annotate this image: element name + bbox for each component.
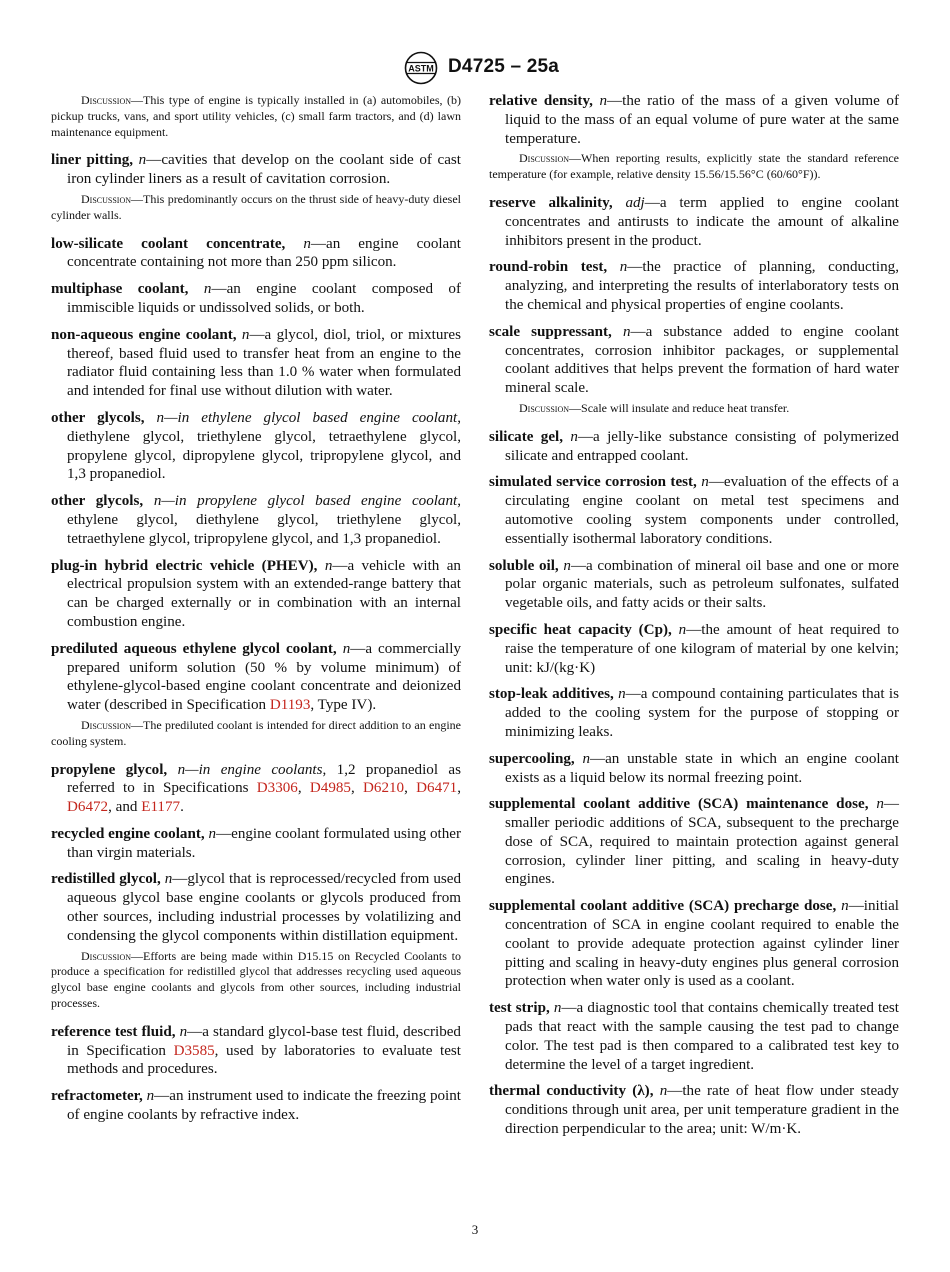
- definition-entry: [51, 557, 461, 632]
- term: multiphase coolant,: [51, 281, 189, 298]
- definition-text: —engine coolant formulated using other than virgin materials.: [67, 825, 461, 861]
- definition-entry: [51, 1087, 461, 1125]
- definition-text: , 1,2 propanediol as referred to in Specifications: [67, 761, 461, 797]
- discussion-label: Discussion: [81, 948, 132, 963]
- term: prediluted aqueous ethylene glycol coolant,: [51, 640, 337, 657]
- term: simulated service corrosion test,: [489, 474, 697, 491]
- term: reference test fluid,: [51, 1023, 176, 1040]
- discussion-label: Discussion: [519, 151, 570, 166]
- term: reserve alkalinity,: [489, 194, 613, 211]
- standard-number: D4725 – 25a: [448, 56, 560, 77]
- part-of-speech: n: [342, 640, 351, 657]
- discussion-text: —This predominantly occurs on the thrust side of heavy-duty diesel cylinder walls.: [51, 191, 461, 222]
- definition-text: —the practice of planning, conducting, analyzing, and interpreting the results of interlaboratory tests on the chemical and physical properties of engine coolants.: [505, 259, 899, 313]
- definition-text: —a jelly-like substance consisting of polymerized silicate and entrapped coolant.: [505, 428, 899, 464]
- definition-text: .: [180, 799, 184, 816]
- part-of-speech: n: [241, 326, 250, 343]
- discussion-label: Discussion: [81, 191, 132, 206]
- part-of-speech: n: [582, 750, 590, 767]
- logo-text: ASTM: [408, 63, 434, 74]
- definition-entry: [489, 428, 899, 466]
- standard-reference-link[interactable]: D3585: [173, 1042, 215, 1059]
- definition-entry: [51, 1023, 461, 1079]
- definition-entry: [489, 473, 899, 548]
- discussion-text: —This type of engine is typically installed in (a) automobiles, (b) pickup trucks, vans, and sport utility vehicles, (c) small farm tractors, and (d) lawn maintenance equipment.: [51, 93, 461, 139]
- definition-text: —an engine coolant concentrate containing not more than 250 ppm silicon.: [67, 235, 461, 271]
- part-of-speech: n: [622, 323, 631, 340]
- term: silicate gel,: [489, 428, 564, 445]
- definition-text: —a diagnostic tool that contains chemically treated test pads that react with the sample causing the test pad to change color. The test pad is then compared to a calibrated test key to determine the level of a target ingredient.: [505, 1000, 899, 1073]
- definition-entry: [51, 492, 461, 548]
- definition-text: , Type IV).: [310, 697, 377, 714]
- discussion-text: —When reporting results, explicitly state the standard reference temperature (for example, relative density 15.56/15.56°C (60/60°F)).: [489, 151, 899, 182]
- discussion-note: [51, 192, 461, 224]
- term: round-robin test,: [489, 259, 608, 276]
- discussion-label: Discussion: [519, 400, 570, 415]
- definition-text: , used by laboratories to evaluate test methods and procedures.: [67, 1042, 462, 1078]
- astm-logo-icon: [402, 50, 440, 86]
- definition-text: —the amount of heat required to raise the temperature of one kilogram of material by one kelvin; unit: kJ/(kg·K): [505, 621, 899, 676]
- reference-separator: ,: [297, 780, 310, 797]
- reference-conjunction: and: [115, 799, 142, 816]
- part-of-speech: n: [701, 474, 709, 491]
- definition-entry: [489, 897, 899, 991]
- definition-entry: [489, 323, 899, 398]
- part-of-speech: n: [678, 621, 687, 638]
- part-of-speech: n: [841, 898, 849, 915]
- term: supplemental coolant additive (SCA) precharge dose,: [489, 898, 837, 915]
- standard-reference-link[interactable]: D3306: [256, 780, 298, 797]
- discussion-note: [51, 718, 461, 750]
- part-of-speech: n: [138, 152, 147, 169]
- definition-text: —a substance added to engine coolant concentrates, corrosion inhibitor packages, or supplemental coolant additives that helps prevent the formation of hard water mineral scale.: [505, 323, 899, 397]
- discussion-note: [489, 401, 899, 417]
- definition-entry: [489, 685, 899, 741]
- reference-separator: ,: [457, 780, 462, 797]
- term: recycled engine coolant,: [51, 825, 205, 842]
- reference-separator: ,: [108, 799, 116, 816]
- part-of-speech: n: [164, 871, 173, 888]
- part-of-speech: n: [876, 796, 884, 813]
- definition-entry: [489, 557, 899, 613]
- part-of-speech: n: [156, 409, 165, 426]
- term: low-silicate coolant concentrate,: [51, 235, 286, 252]
- term: other glycols,: [51, 493, 144, 510]
- definition-text: —cavities that develop on the coolant side of cast iron cylinder liners as a result of cavitation corrosion.: [67, 152, 461, 188]
- term: relative density,: [489, 93, 593, 109]
- part-of-speech: n: [659, 1083, 668, 1100]
- definition-text: —a glycol, diol, triol, or mixtures thereof, based fluid used to transfer heat from an engine to the radiator fluid containing less than 1.0 % water when formulated and intended for final use without dilution with water.: [67, 326, 461, 400]
- definition-text: —an unstable state in which an engine coolant exists as a liquid below its normal freezing point.: [505, 750, 899, 786]
- standard-reference-link[interactable]: D6472: [67, 799, 109, 816]
- usage-qualifier: —in ethylene glycol based engine coolant: [164, 409, 458, 426]
- definition-entry: [51, 640, 461, 715]
- definition-entry: [489, 258, 899, 314]
- discussion-text: —The prediluted coolant is intended for direct addition to an engine cooling system.: [51, 717, 461, 748]
- term: test strip,: [489, 1000, 550, 1017]
- definition-text: —initial concentration of SCA in engine coolant required to enable the coolant to provide adequate protection against cylinder liner pitting and scaling in heavy-duty engines plus general corrosion protection when water only is used as a coolant.: [505, 898, 899, 990]
- term: plug-in hybrid electric vehicle (PHEV),: [51, 557, 318, 574]
- discussion-note: [51, 949, 461, 1012]
- standard-reference-link[interactable]: D1193: [269, 697, 311, 714]
- definition-text: —smaller periodic additions of SCA, subsequent to the precharge dose of SCA, required to maintain protection against general corrosion, cylinder liner pitting, and scaling in heavy-duty engines.: [505, 796, 899, 888]
- definition-text: —the rate of heat flow under steady conditions through unit area, per unit temperature gradient in the direction perpendicular to the area; unit: W/m·K.: [505, 1083, 899, 1138]
- part-of-speech: n: [153, 493, 162, 510]
- definition-text: —a term applied to engine coolant concentrates and antirusts to indicate the amount of alkaline inhibitors present in the product.: [505, 194, 900, 249]
- part-of-speech: n: [324, 557, 333, 574]
- definition-text: —a combination of mineral oil base and one or more polar organic materials, such as petroleum sulfonates, sulfated vegetable oils, and fatty acids or their salts.: [505, 557, 900, 612]
- part-of-speech: n: [146, 1088, 155, 1105]
- discussion-text: —Scale will insulate and reduce heat transfer.: [569, 400, 790, 415]
- standard-reference-link[interactable]: D6210: [363, 780, 405, 797]
- definition-entry: [489, 750, 899, 788]
- standard-reference-link[interactable]: D4985: [309, 780, 351, 797]
- definition-text: —an engine coolant composed of immiscible liquids or undissolved solids, or both.: [67, 281, 462, 316]
- part-of-speech: n: [179, 1023, 188, 1040]
- part-of-speech: n: [599, 93, 608, 109]
- part-of-speech: n: [618, 686, 626, 703]
- definition-text: , ethylene glycol, diethylene glycol, triethylene glycol, tetraethylene glycol, tripropylene glycol, and 1,3 propanediol.: [67, 493, 462, 547]
- definition-entry: [51, 326, 461, 401]
- usage-qualifier: —in engine coolants: [185, 761, 323, 778]
- definition-entry: [51, 761, 461, 817]
- definition-entry: [51, 151, 461, 189]
- term: redistilled glycol,: [51, 871, 161, 888]
- definition-entry: [51, 870, 461, 945]
- standard-reference-link[interactable]: D6471: [416, 780, 458, 797]
- reference-separator: ,: [404, 780, 417, 797]
- part-of-speech: n: [563, 557, 571, 574]
- definition-text: —a commercially prepared uniform solution (50 % by volume minimum) of ethylene-glycol-based engine coolant concentrate and deionized water (described in Specification: [67, 640, 461, 714]
- definition-text: —glycol that is reprocessed/recycled from used aqueous glycol base engine coolants or glycols produced from other sources, including industrial processes by volatilizing and condensing the glycol components within distillation equipment.: [67, 871, 461, 944]
- definition-entry: [489, 194, 899, 250]
- term: other glycols,: [51, 409, 145, 426]
- part-of-speech: n: [570, 428, 578, 445]
- part-of-speech: n: [553, 1000, 562, 1017]
- term: soluble oil,: [489, 557, 559, 574]
- definition-entry: [489, 999, 899, 1074]
- definition-text: —the ratio of the mass of a given volume of liquid to the mass of an equal volume of pure water at the same temperature.: [505, 93, 899, 147]
- term: specific heat capacity (Cp),: [489, 621, 672, 638]
- page-header: [0, 50, 950, 88]
- term: non-aqueous engine coolant,: [51, 326, 237, 343]
- definition-text: , diethylene glycol, triethylene glycol, tetraethylene glycol, propylene glycol, dipropylene glycol, tripropylene glycol, and 1,3 propanediol.: [67, 409, 461, 483]
- part-of-speech: n: [619, 259, 628, 276]
- definition-entry: [51, 280, 461, 318]
- term: supplemental coolant additive (SCA) maintenance dose,: [489, 796, 869, 813]
- term: liner pitting,: [51, 152, 134, 169]
- part-of-speech: n: [177, 761, 186, 778]
- part-of-speech: n: [303, 235, 311, 252]
- usage-qualifier: —in propylene glycol based engine coolant: [161, 493, 458, 510]
- definition-entry: [489, 1082, 899, 1138]
- discussion-label: Discussion: [81, 93, 132, 107]
- discussion-label: Discussion: [81, 717, 132, 732]
- definition-text: —evaluation of the effects of a circulating engine coolant on metal test specimens and automotive cooling system components under controlled, essentially isothermal laboratory conditions.: [505, 474, 899, 547]
- definition-text: —an instrument used to indicate the freezing point of engine coolants by refractive index.: [67, 1088, 461, 1124]
- term: supercooling,: [489, 750, 575, 767]
- definition-entry: [489, 795, 899, 889]
- discussion-note: [489, 151, 899, 183]
- standard-reference-link[interactable]: E1177: [141, 799, 181, 816]
- definition-entry: [51, 235, 461, 273]
- term: thermal conductivity (λ),: [489, 1083, 654, 1100]
- part-of-speech: n: [208, 825, 217, 842]
- definition-entry: [489, 92, 899, 148]
- term: stop-leak additives,: [489, 686, 614, 703]
- term: scale suppressant,: [489, 323, 612, 340]
- right-column: [489, 92, 899, 1147]
- definition-text: —a compound containing particulates that is added to the cooling system for the purpose of stopping or minimizing leaks.: [505, 686, 899, 740]
- term: refractometer,: [51, 1088, 143, 1105]
- definition-entry: [51, 409, 461, 484]
- discussion-text: —Efforts are being made within D15.15 on Recycled Coolants to produce a specification for redistilled glycol that addresses recycling used aqueous glycol base engine coolants and glycols from other sources, including industrial processes.: [51, 948, 461, 1011]
- page-number: 3: [471, 1222, 479, 1237]
- part-of-speech: n: [203, 281, 212, 298]
- term: propylene glycol,: [51, 761, 168, 778]
- left-column: [51, 92, 461, 1133]
- definition-text: —a standard glycol-base test fluid, described in Specification: [67, 1023, 461, 1059]
- intro-discussion: [51, 93, 461, 140]
- definition-text: —a vehicle with an electrical propulsion system with an extended-range battery that can be charged externally or in combination with an internal combustion engine.: [67, 557, 461, 630]
- definition-entry: [489, 621, 899, 677]
- part-of-speech: adj: [625, 194, 645, 211]
- definition-entry: [51, 825, 461, 863]
- reference-separator: ,: [350, 780, 364, 797]
